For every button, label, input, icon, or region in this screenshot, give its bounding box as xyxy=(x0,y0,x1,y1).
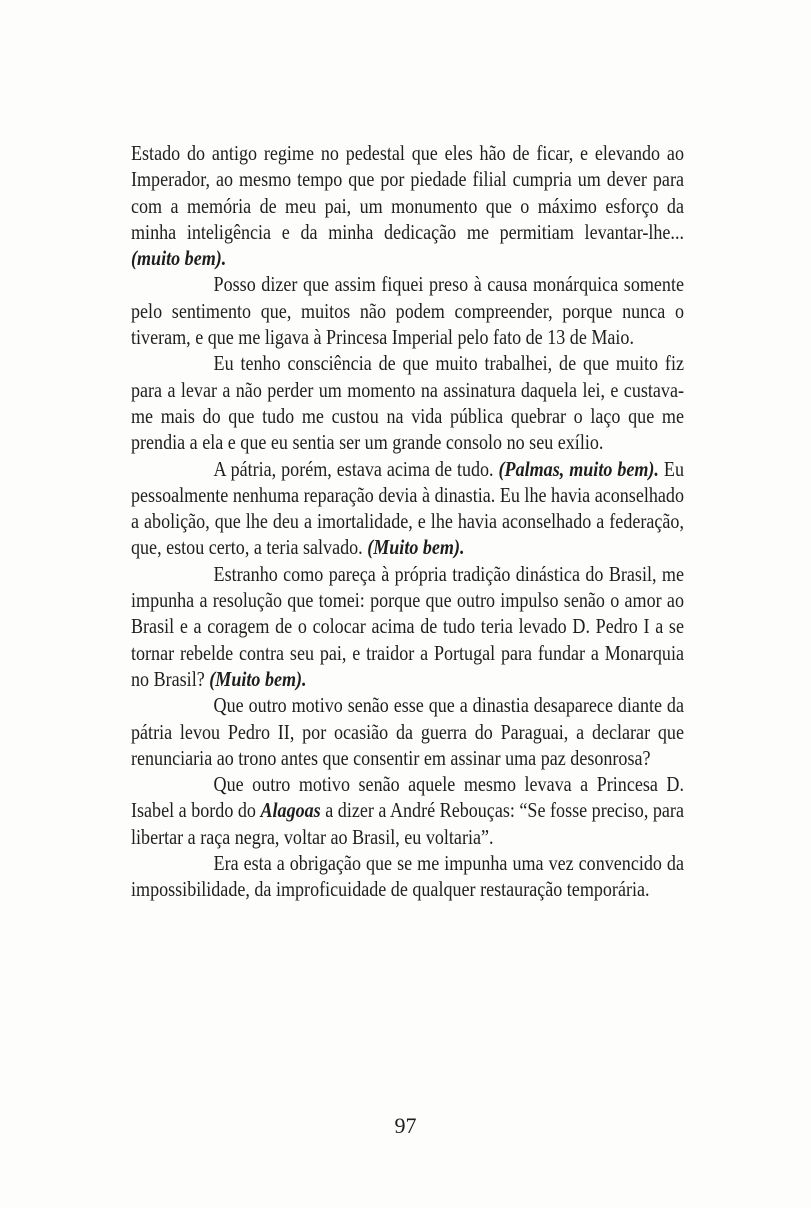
page-number: 97 xyxy=(394,1113,417,1138)
text-run: Estado do antigo regime no pedestal que eles hão de ficar, e elevando ao Imperador, ao mesmo tempo que por piedade filial cumpria um dever para com a memória de meu pai, um monumento que o máximo esforço da minha inteligência e da minha dedicação me permitiam levantar-lhe... xyxy=(131,141,684,244)
interjection-muito-bem: (Muito bem). xyxy=(367,535,465,560)
paragraph-4 xyxy=(131,456,684,561)
text-run: Era esta a obrigação que se me impunha uma vez convencido da impossibilidade, da improficuidade de qualquer restauração temporária. xyxy=(131,851,684,902)
text-run: A pátria, porém, estava acima de tudo. xyxy=(213,456,499,481)
text-run: Estranho como pareça à própria tradição dinástica do Brasil, me impunha a resolução que tomei: porque que outro impulso senão o amor ao Brasil e a coragem de o colocar acima de tudo teria levado D. Pedro I a se tornar rebelde contra seu pai, e traidor a Portugal para fundar a Monarquia no Brasil? xyxy=(131,561,684,691)
text-run: Que outro motivo senão esse que a dinastia desaparece diante da pátria levou Pedro II, por ocasião da guerra do Paraguai, a declarar que renunciaria ao trono antes que consentir em assinar uma paz desonrosa? xyxy=(131,693,684,770)
paragraph-2 xyxy=(131,271,684,350)
paragraph-6 xyxy=(131,692,684,771)
paragraph-3 xyxy=(131,350,684,455)
paragraph-8 xyxy=(131,850,684,903)
text-run: Que outro motivo senão aquele mesmo levava a Princesa D. Isabel a bordo do xyxy=(131,772,684,823)
paragraph-5 xyxy=(131,561,684,692)
interjection-muito-bem: (muito bem). xyxy=(131,246,227,271)
body-text xyxy=(131,140,684,903)
ship-name-alagoas: Alagoas xyxy=(260,798,321,823)
text-run: a dizer a André Rebouças: “Se fosse preciso, para libertar a raça negra, voltar ao Brasil, eu voltaria”. xyxy=(131,798,684,849)
interjection-muito-bem: (Muito bem). xyxy=(209,666,307,691)
paragraph-1 xyxy=(131,140,684,271)
text-run: Posso dizer que assim fiquei preso à causa monárquica somente pelo sentimento que, muitos não podem compreender, porque nunca o tiveram, e que me ligava à Princesa Imperial pelo fato de 13 de Maio. xyxy=(131,272,684,350)
text-run: Eu tenho consciência de que muito trabalhei, de que muito fiz para a levar a não perder um momento na assinatura daquela lei, e custava-me mais do que tudo me custou na vida pública quebrar o laço que me prendia a ela e que eu sentia ser um grande consolo no seu exílio. xyxy=(131,351,684,455)
interjection-palmas-muito-bem: (Palmas, muito bem). xyxy=(498,456,659,481)
text-run: Eu pessoalmente nenhuma reparação devia à dinastia. Eu lhe havia aconselhado a abolição, que lhe deu a imortalidade, e lhe havia aconselhado a federação, que, estou certo, a teria salvado. xyxy=(131,456,684,560)
paragraph-7 xyxy=(131,771,684,850)
